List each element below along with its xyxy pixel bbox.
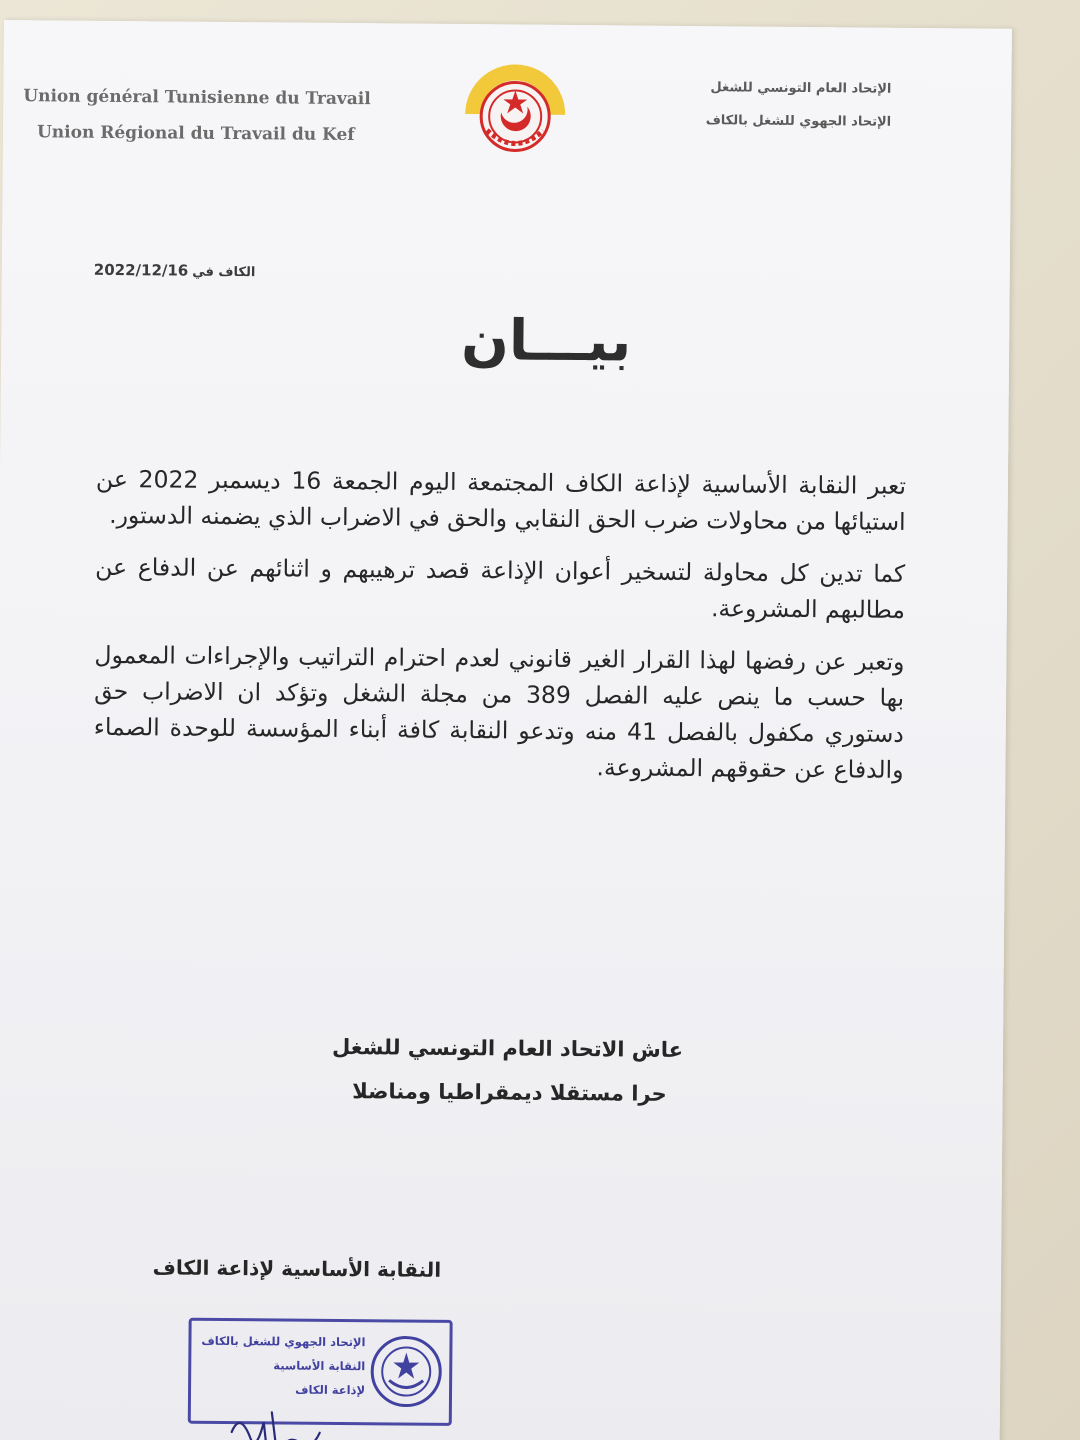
stamp-seal-icon: [369, 1334, 444, 1409]
page-title-text: بيـــان: [460, 308, 632, 375]
body-paragraph-2: كما تدين كل محاولة لتسخير أعوان الإذاعة قصد ترهيبهم و اثنائهم عن الدفاع عن مطالبهم المشروعة.: [95, 552, 906, 624]
header-french-line2: Union Régional du Travail du Kef: [36, 122, 355, 146]
stamp-line-2: النقابة الأساسية: [273, 1358, 366, 1374]
header-arabic-line2: الإتحاد الجهوي للشغل بالكاف: [705, 113, 892, 130]
page-title: [1, 304, 1002, 378]
header-arabic: [706, 71, 892, 139]
body-paragraph-3: وتعبر عن رفضها لهذا القرار الغير قانوني لعدم احترام التراتيب والإجراءات المعمول بها حسب ما ينص عليه الفصل 389 من مجلة الشغل وتؤكد ان الاضراب حق دستوري مكفول بالفصل 41 منه وتدعو النقابة كافة أبناء المؤسسة للوحدة الصماء والدفاع عن حقوقهم المشروعة.: [93, 640, 905, 784]
closing-slogan: [332, 1025, 684, 1116]
body-paragraph-1: تعبر النقابة الأساسية لإذاعة الكاف المجتمعة اليوم الجمعة 16 ديسمبر 2022 عن استيائها من محاولات ضرب الحق النقابي والحق في الاضراب الذي يضمنه الدستور.: [95, 464, 907, 536]
document-page: [0, 20, 1012, 1440]
header-french: [23, 78, 371, 153]
date-line: [94, 261, 256, 280]
date-value: 2022/12/16: [93, 260, 189, 280]
handwritten-signature: [219, 1392, 340, 1440]
statement-body: [93, 461, 906, 804]
header-french-line1: Union général Tunisienne du Travail: [23, 86, 371, 110]
closing-line-1: عاش الاتحاد العام التونسي للشغل: [332, 1034, 684, 1062]
stamp-line-1: الإتحاد الجهوي للشغل بالكاف: [201, 1333, 366, 1350]
signatory-name: النقابة الأساسية لإذاعة الكاف: [152, 1255, 442, 1282]
date-place: الكاف في: [192, 264, 256, 281]
header-arabic-line1: الإتحاد العام التونسي للشغل: [710, 80, 892, 97]
closing-line-2: حرا مستقلا ديمقراطيا ومناضلا: [352, 1079, 667, 1106]
stamp-line-3: لإذاعة الكاف: [295, 1382, 366, 1398]
ugtt-logo-icon: [461, 60, 570, 169]
